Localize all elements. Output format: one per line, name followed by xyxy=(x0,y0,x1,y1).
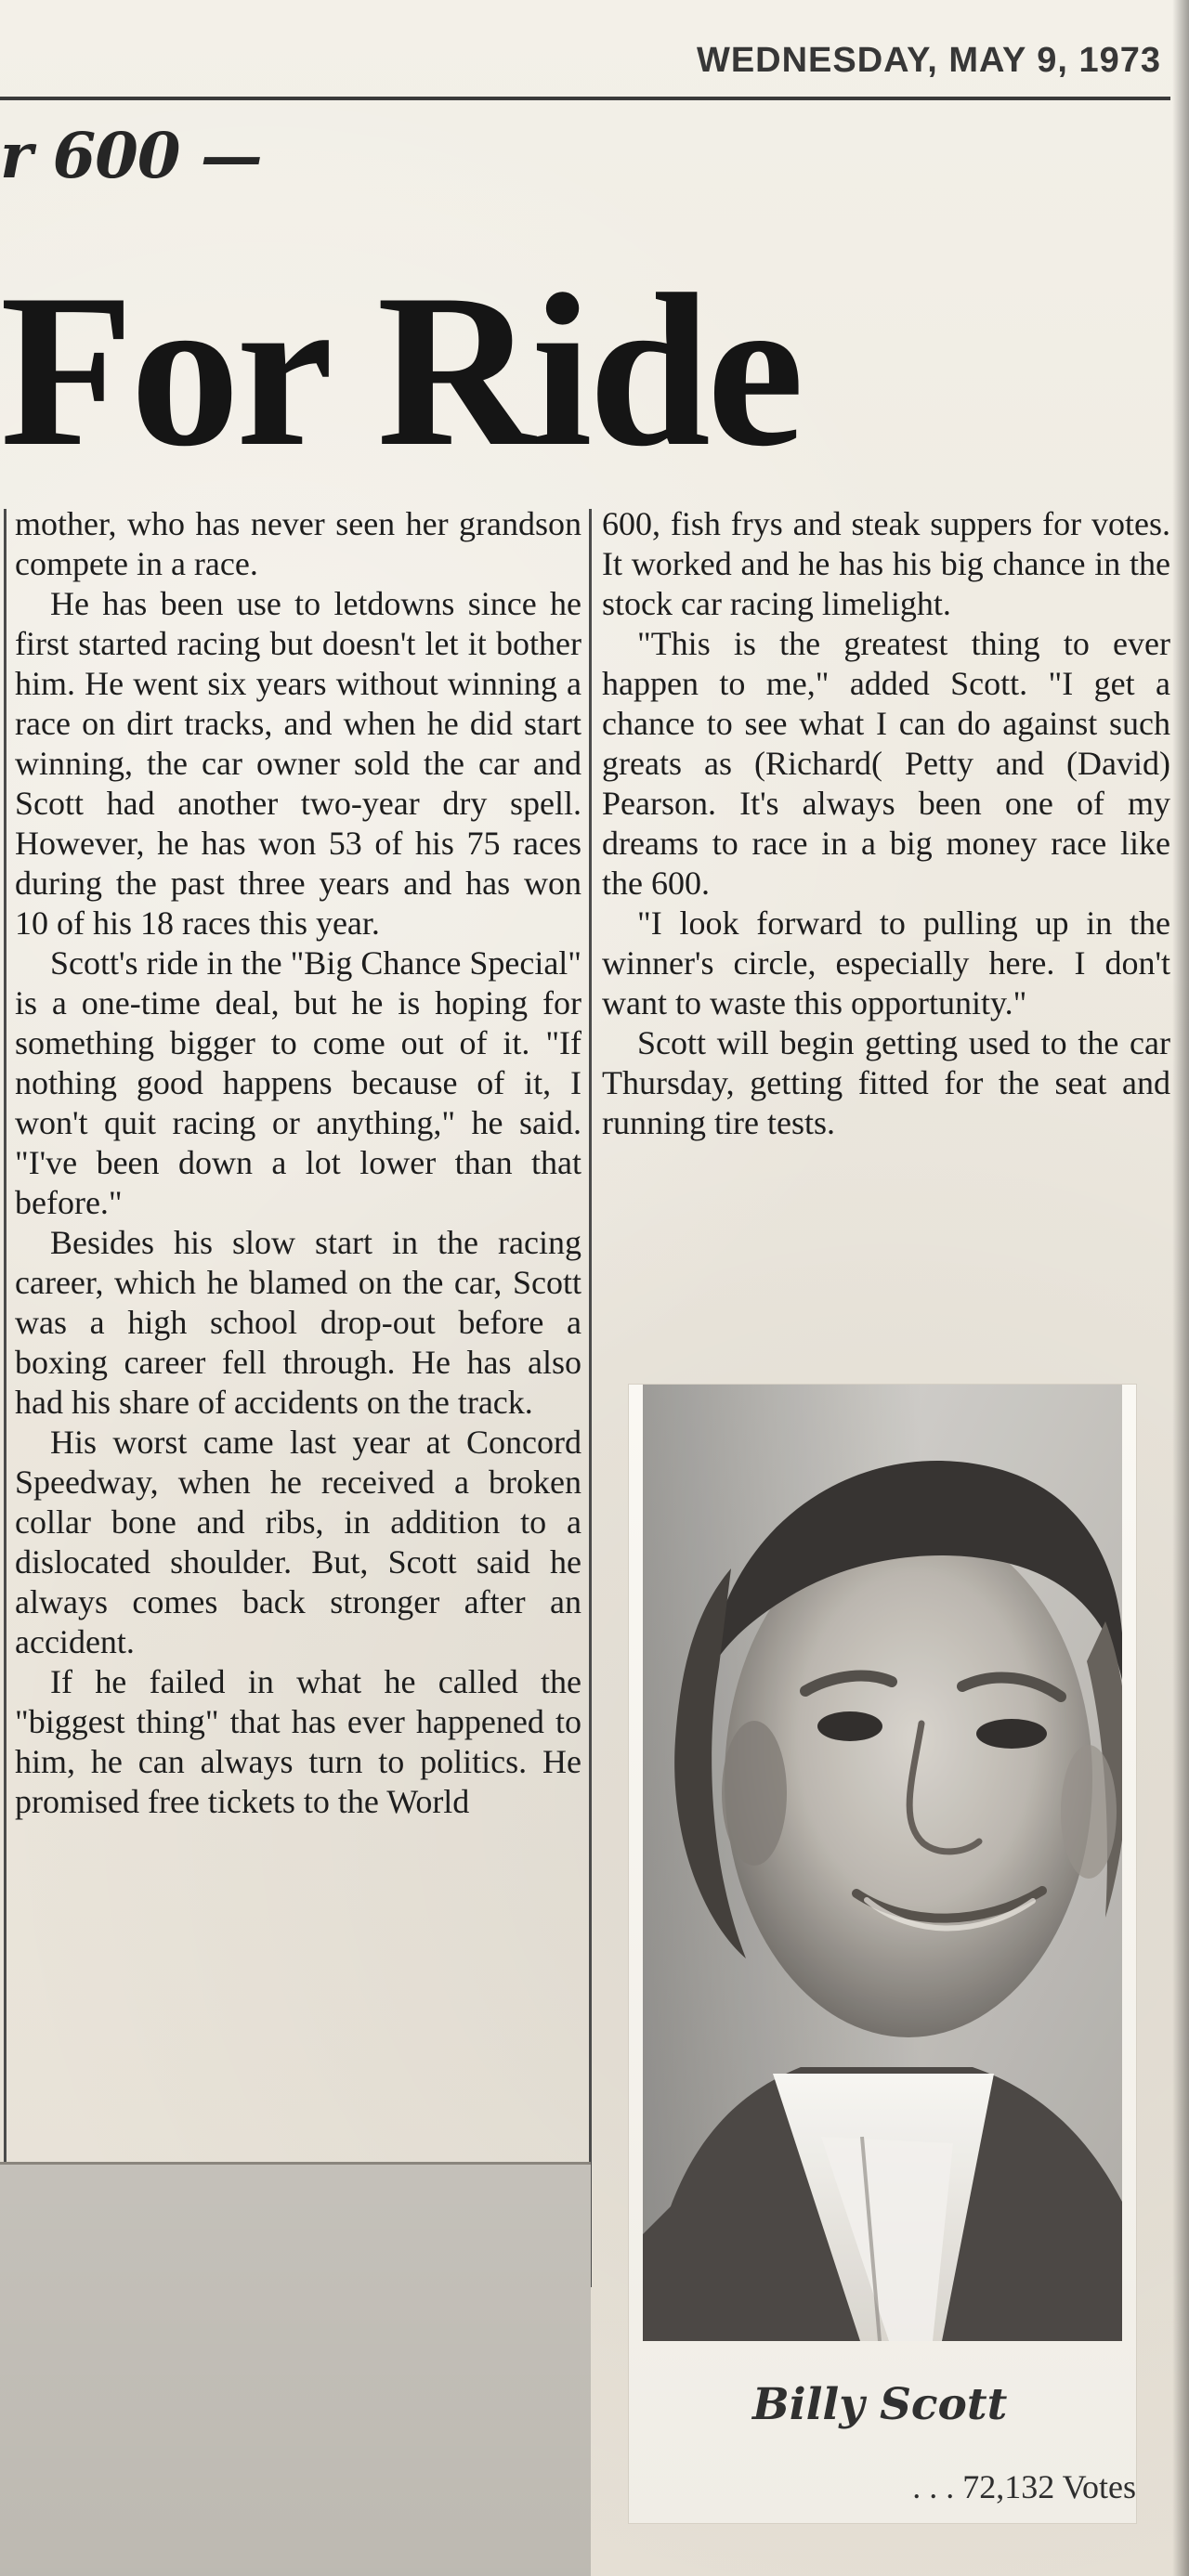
right-paragraph-2: "This is the greatest thing to ever happen to me," added Scott. "I get a chance to see what I can do against such greats as (Richard( Petty and (David) Pearson. It's always been one of my dreams to race in a big money race like the 600. xyxy=(602,625,1170,902)
left-paragraph-1: mother, who has never seen her grandson compete in a race. xyxy=(15,505,581,582)
portrait-photo xyxy=(643,1385,1122,2341)
masthead-rule xyxy=(0,97,1170,100)
left-paragraph-3: Scott's ride in the "Big Chance Special" is a one-time deal, but he is hoping for something bigger to come out of it. "If nothing good happens because of it, I won't quit racing or anything," he said. "I've been down a lot lower than that before." xyxy=(15,944,581,1221)
photo-caption-name: Billy Scott xyxy=(752,2379,1008,2430)
column-divider xyxy=(589,509,592,2287)
left-paragraph-2: He has been use to letdowns since he first started racing but doesn't let it bother him. He went six years without winning a race on dirt tracks, and when he did start winning, the car owner sold the car and Scott had another two-year dry spell. However, he has won 53 of his 75 races during the past three years and has won 10 of his 18 races this year. xyxy=(15,585,581,942)
main-headline: For Ride xyxy=(0,250,801,492)
page-edge-shadow xyxy=(1172,0,1189,2576)
left-paragraph-6: If he failed in what he called the "biggest thing" that has ever happened to him, he can always turn to politics. He promised free tickets to the World xyxy=(15,1663,581,1820)
article-left-column xyxy=(15,504,581,1822)
headline-kicker: r 600 — xyxy=(0,119,262,192)
portrait-illustration xyxy=(643,1385,1122,2341)
article-right-column xyxy=(602,504,1170,1143)
photo-box xyxy=(628,1384,1137,2524)
right-paragraph-1: 600, fish frys and steak suppers for votes. It worked and he has his big chance in the stock car racing limelight. xyxy=(602,505,1170,622)
photo-caption-votes: . . . 72,132 Votes xyxy=(912,2468,1136,2505)
left-paragraph-4: Besides his slow start in the racing career, which he blamed on the car, Scott was a high school drop-out before a boxing career fell through. He has also had his share of accidents on the track. xyxy=(15,1224,581,1421)
clipping-gap xyxy=(0,2162,591,2576)
right-paragraph-3: "I look forward to pulling up in the winner's circle, especially here. I don't want to waste this opportunity." xyxy=(602,904,1170,1021)
left-paragraph-5: His worst came last year at Concord Speedway, when he received a broken collar bone and ribs, in addition to a dislocated shoulder. But, Scott said he always comes back stronger after an accident. xyxy=(15,1424,581,1660)
issue-date: WEDNESDAY, MAY 9, 1973 xyxy=(696,41,1161,80)
left-column-edge-rule xyxy=(4,509,7,2229)
right-paragraph-4: Scott will begin getting used to the car Thursday, getting fitted for the seat and running tire tests. xyxy=(602,1024,1170,1141)
